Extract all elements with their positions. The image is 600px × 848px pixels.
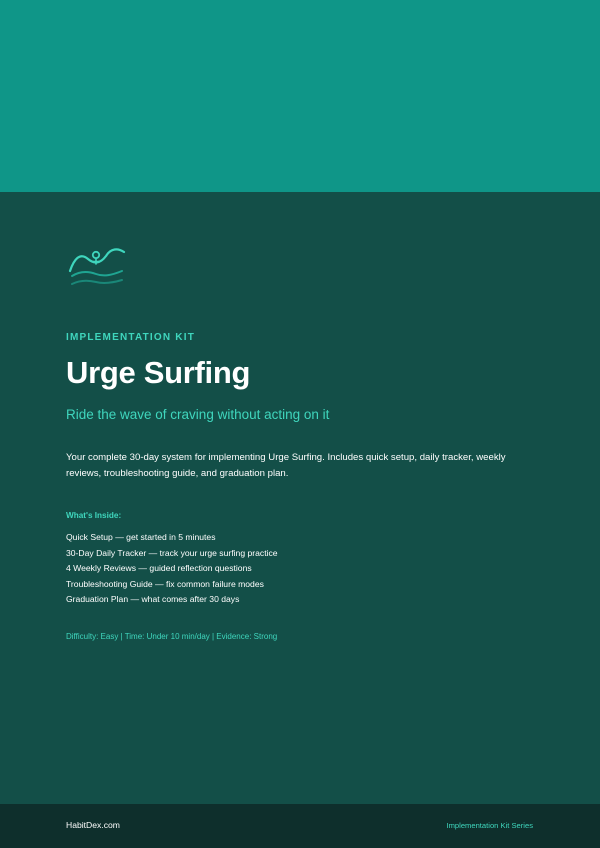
kit-meta-info: Difficulty: Easy | Time: Under 10 min/day | Evidence: Strong (66, 632, 278, 641)
page-subtitle: Ride the wave of craving without acting on it (66, 407, 330, 422)
list-item: 30-Day Daily Tracker — track your urge surfing practice (66, 547, 278, 558)
footer-series: Implementation Kit Series (446, 821, 533, 830)
footer-brand: HabitDex.com (66, 820, 120, 830)
list-item: Troubleshooting Guide — fix common failure modes (66, 578, 264, 589)
list-item: Graduation Plan — what comes after 30 days (66, 594, 240, 604)
list-item: 4 Weekly Reviews — guided reflection questions (66, 563, 252, 573)
contents-list (66, 530, 278, 608)
kit-description: Your complete 30-day system for implementing Urge Surfing. Includes quick setup, daily tracker, weekly reviews, troubleshooting guide, and graduation plan. (66, 452, 506, 479)
header-band (0, 0, 600, 192)
contents-heading: What's Inside: (66, 511, 122, 520)
kit-label: IMPLEMENTATION KIT (66, 332, 195, 343)
page-title: Urge Surfing (66, 355, 251, 390)
list-item: Quick Setup — get started in 5 minutes (66, 532, 216, 542)
surfer-wave-icon (66, 244, 128, 290)
